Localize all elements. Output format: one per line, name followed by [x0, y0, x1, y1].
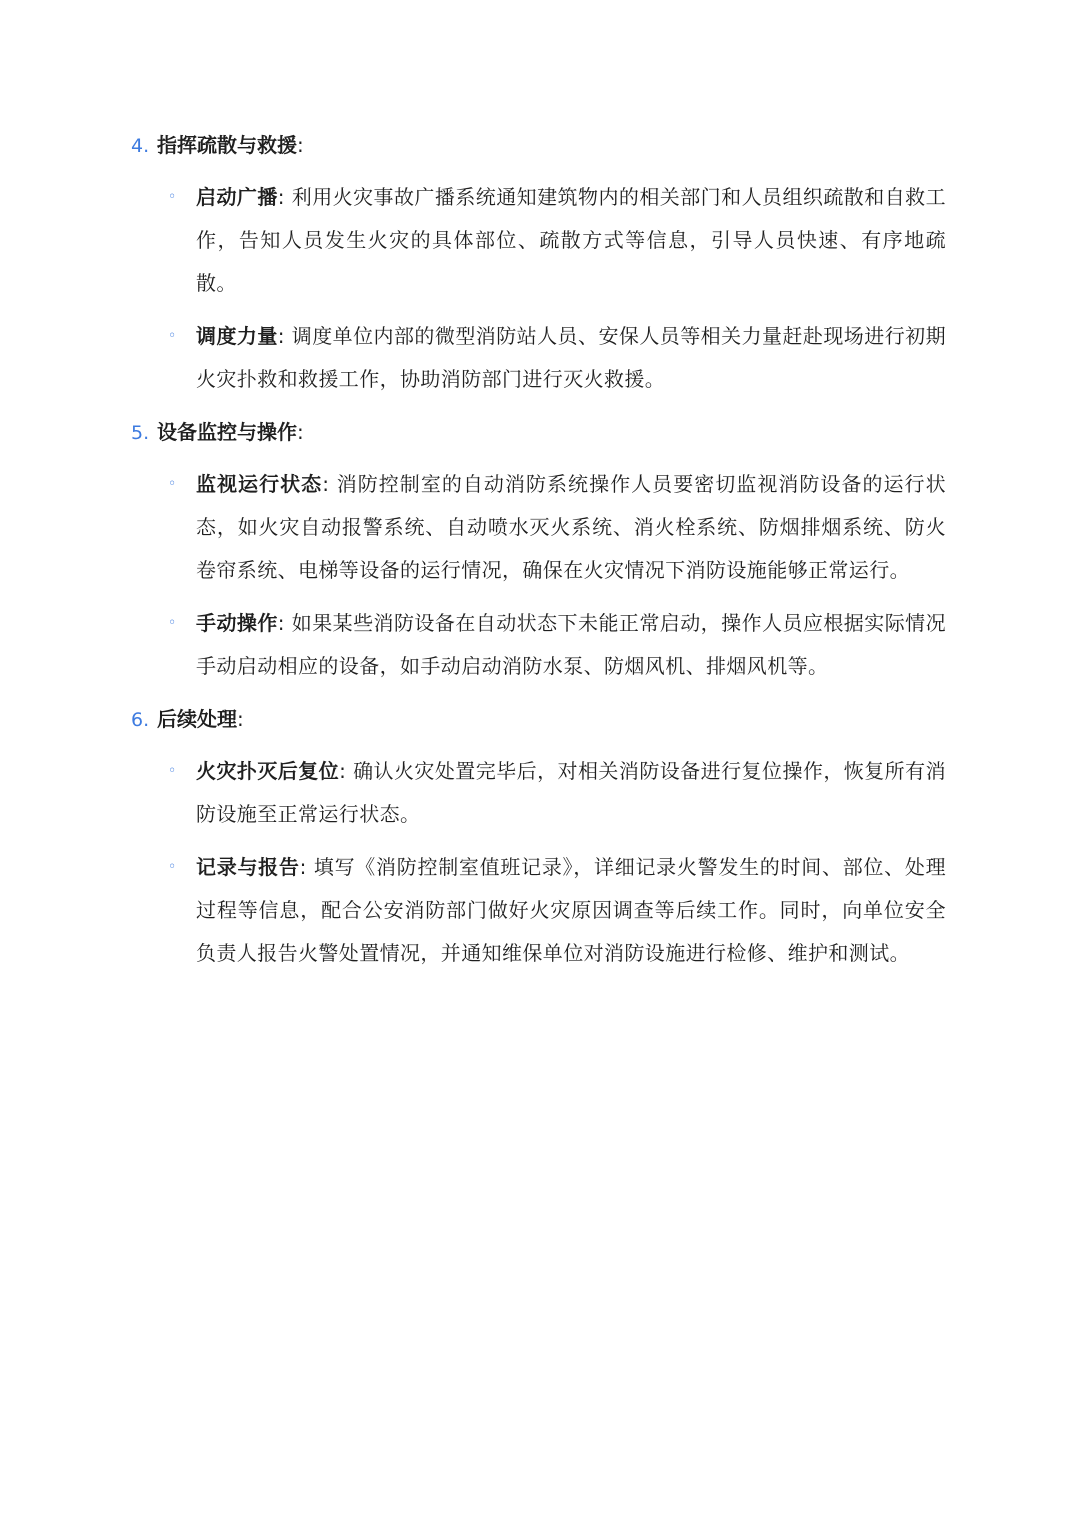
list-item-monitor-status	[131, 463, 946, 592]
item-term: 记录与报告	[196, 855, 300, 879]
section-title: 后续处理	[157, 707, 237, 731]
section-number: 5.	[131, 422, 150, 444]
hollow-bullet-icon: ◦	[168, 476, 177, 492]
item-colon: :	[299, 855, 307, 879]
list-item-dispatch	[131, 315, 946, 401]
list-item-reset	[131, 750, 946, 836]
list-item-record-report	[131, 846, 946, 975]
section-colon: :	[297, 133, 304, 157]
section-number: 6.	[131, 709, 150, 731]
hollow-bullet-icon: ◦	[168, 189, 177, 205]
item-text: 填写《消防控制室值班记录》，详细记录火警发生的时间、部位、处理过程等信息，配合公安消防部门做好火灾原因调查等后续工作。同时，向单位安全负责人报告火警处置情况，并通知维保单位对消防设施进行检修、维护和测试。	[196, 855, 946, 965]
list-item-manual-operation	[131, 602, 946, 688]
list-item-broadcast	[131, 176, 946, 305]
section-heading	[131, 124, 946, 166]
section-number: 4.	[131, 135, 150, 157]
document-content	[131, 124, 946, 985]
item-term: 手动操作	[196, 611, 278, 635]
section-item-list	[131, 750, 946, 975]
hollow-bullet-icon: ◦	[168, 859, 177, 875]
hollow-bullet-icon: ◦	[168, 328, 177, 344]
item-text: 如果某些消防设备在自动状态下未能正常启动，操作人员应根据实际情况手动启动相应的设备，如手动启动消防水泵、防烟风机、排烟风机等。	[196, 611, 946, 678]
item-term: 调度力量	[196, 324, 278, 348]
item-colon: :	[339, 759, 347, 783]
hollow-bullet-icon: ◦	[168, 763, 177, 779]
section-heading	[131, 698, 946, 740]
item-term: 启动广播	[196, 185, 278, 209]
item-colon: :	[277, 324, 285, 348]
item-colon: :	[277, 611, 285, 635]
section-follow-up	[131, 698, 946, 975]
item-text: 利用火灾事故广播系统通知建筑物内的相关部门和人员组织疏散和自救工作，告知人员发生火灾的具体部位、疏散方式等信息，引导人员快速、有序地疏散。	[196, 185, 946, 295]
section-colon: :	[297, 420, 304, 444]
section-item-list	[131, 463, 946, 688]
item-colon: :	[322, 472, 330, 496]
item-term: 火灾扑灭后复位	[196, 759, 340, 783]
section-evacuation-rescue	[131, 124, 946, 401]
item-text: 调度单位内部的微型消防站人员、安保人员等相关力量赶赴现场进行初期火灾扑救和救援工作，协助消防部门进行灭火救援。	[196, 324, 946, 391]
section-title: 指挥疏散与救援	[157, 133, 297, 157]
section-equipment-monitoring	[131, 411, 946, 688]
hollow-bullet-icon: ◦	[168, 615, 177, 631]
section-item-list	[131, 176, 946, 401]
section-colon: :	[237, 707, 244, 731]
item-text: 消防控制室的自动消防系统操作人员要密切监视消防设备的运行状态，如火灾自动报警系统、自动喷水灭火系统、消火栓系统、防烟排烟系统、防火卷帘系统、电梯等设备的运行情况，确保在火灾情况下消防设施能够正常运行。	[196, 472, 946, 582]
section-heading	[131, 411, 946, 453]
item-text: 确认火灾处置完毕后，对相关消防设备进行复位操作，恢复所有消防设施至正常运行状态。	[196, 759, 946, 826]
section-title: 设备监控与操作	[157, 420, 297, 444]
item-colon: :	[277, 185, 285, 209]
item-term: 监视运行状态	[196, 472, 323, 496]
